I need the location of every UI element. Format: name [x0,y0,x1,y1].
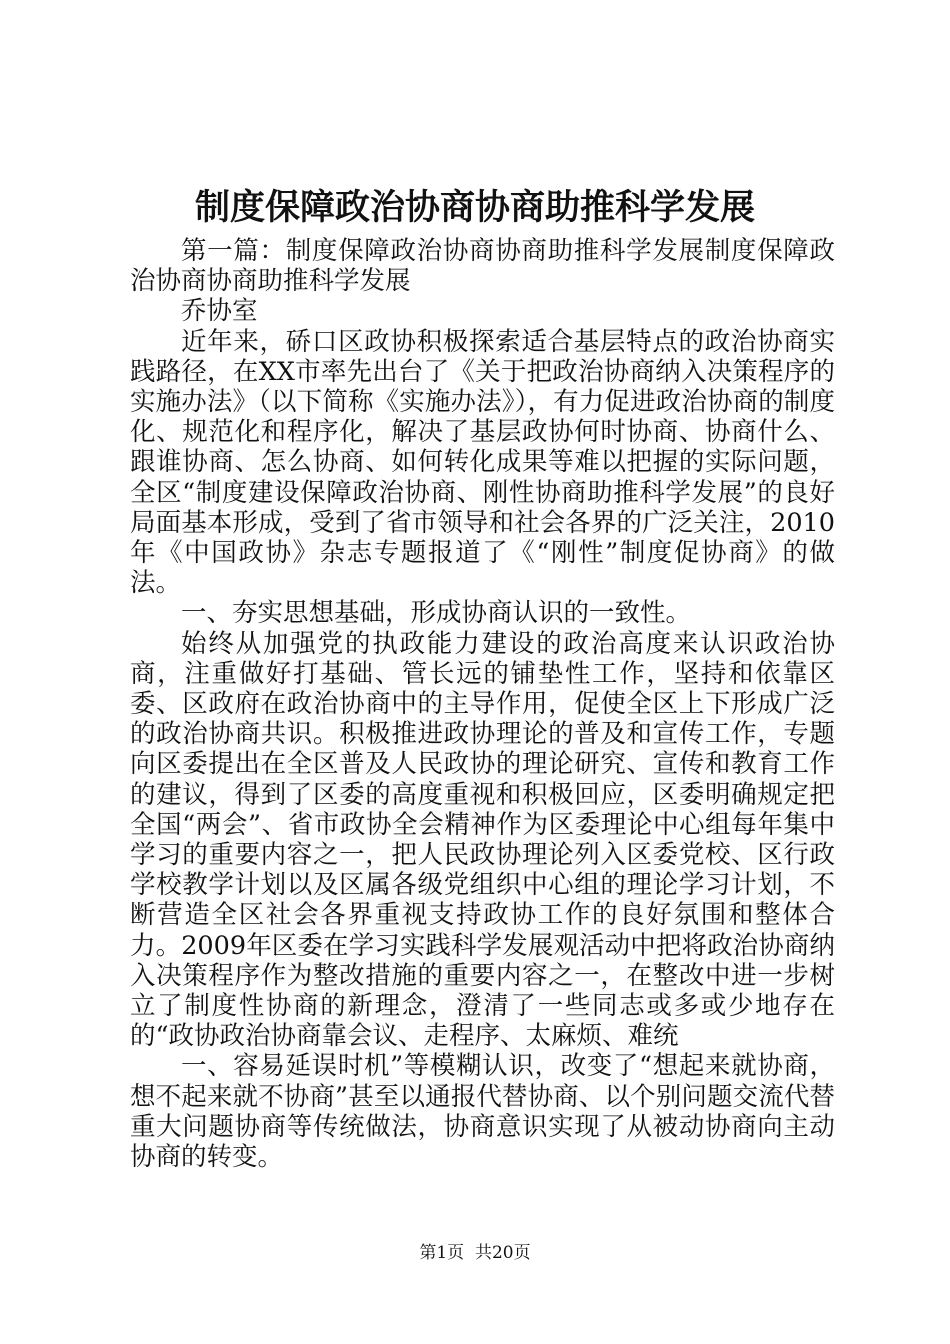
paragraph-intro: 近年来，硚口区政协积极探索适合基层特点的政治协商实践路径，在XX市率先出台了《关于把政治协商纳入决策程序的实施办法》（以下简称《实施办法》），有力促进政治协商的制度化、规范化和程序化，解决了基层政协何时协商、协商什么、跟谁协商、怎么协商、如何转化成果等难以把握的实际问题，全区“制度建设保障政治协商、刚性协商助推科学发展”的良好局面基本形成，受到了省市领导和社会各界的广泛关注，2010年《中国政协》杂志专题报道了《“刚性”制度促协商》的做法。 [130,326,835,599]
document-title: 制度保障政治协商协商助推科学发展 [194,187,755,228]
paragraph-heading: 第一篇：制度保障政治协商协商助推科学发展制度保障政治协商协商助推科学发展 [130,236,835,297]
document-body [130,236,835,1172]
paragraph-section-1-heading: 一、夯实思想基础，形成协商认识的一致性。 [181,598,692,629]
paragraph-continuation: 一、容易延误时机”等模糊认识，改变了“想起来就协商，想不起来就不协商”甚至以通报代替协商、以个别问题交流代替重大问题协商等传统做法，协商意识实现了从被动协商向主动协商的转变。 [130,1051,835,1173]
page-number: 第1页 共20页 [419,1243,531,1263]
paragraph-section-1-body: 始终从加强党的执政能力建设的政治高度来认识政治协商，注重做好打基础、管长远的铺垫性工作，坚持和依靠区委、区政府在政治协商中的主导作用，促使全区上下形成广泛的政治协商共识。积极推进政协理论的普及和宣传工作，专题向区委提出在全区普及人民政协的理论研究、宣传和教育工作的建议，得到了区委的高度重视和积极回应，区委明确规定把全国“两会”、省市政协全会精神作为区委理论中心组每年集中学习的重要内容之一，把人民政协理论列入区委党校、区行政学校教学计划以及区属各级党组织中心组的理论学习计划，不断营造全区社会各界重视支持政协工作的良好氛围和整体合力。2009年区委在学习实践科学发展观活动中把将政治协商纳入决策程序作为整改措施的重要内容之一，在整改中进一步树立了制度性协商的新理念，澄清了一些同志或多或少地存在的“政协政治协商靠会议、走程序、太麻烦、难统 [130,628,835,1052]
page-footer [0,1241,950,1265]
paragraph-author: 乔协室 [181,296,258,327]
